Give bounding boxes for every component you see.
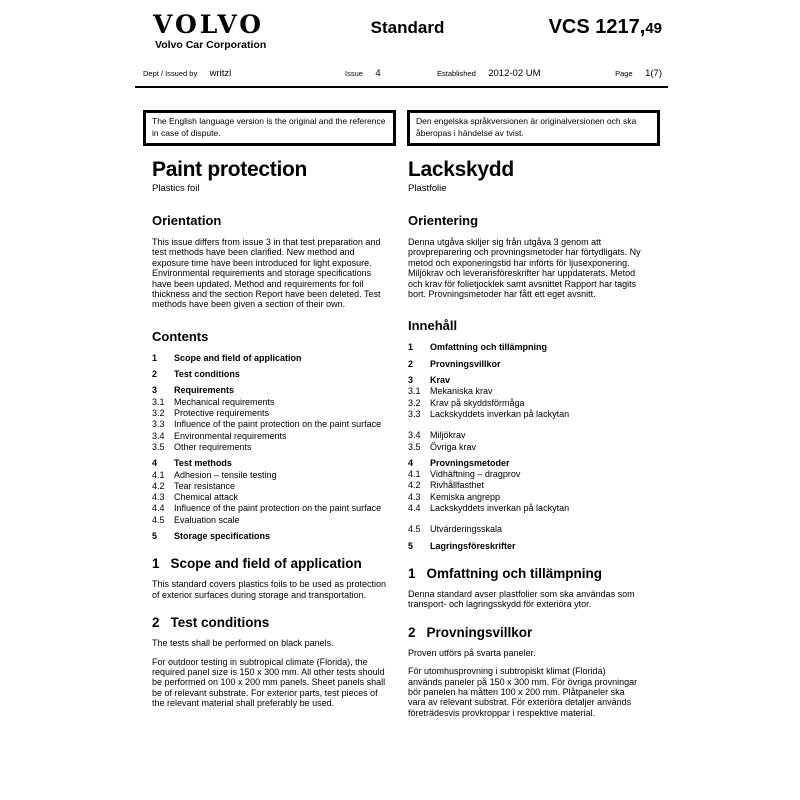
- toc-item: [152, 419, 386, 429]
- toc-item-label: Lackskyddets inverkan på lackytan: [430, 503, 570, 513]
- section-number: 1: [408, 565, 416, 581]
- toc-item-label: Test conditions: [174, 369, 240, 380]
- toc-item-label: Provningsmetoder: [430, 457, 510, 468]
- toc-item-number: 4.5: [408, 524, 421, 535]
- toc-item-label: Övriga krav: [430, 441, 477, 452]
- toc-item-number: 3.5: [152, 441, 165, 452]
- document-number-suffix: 49: [645, 20, 662, 37]
- toc-item-label: Rivhållfasthet: [430, 480, 485, 491]
- toc-item: [152, 397, 386, 407]
- toc-item-label: Requirements: [174, 385, 235, 396]
- toc-item-label: Kemiska angrepp: [430, 491, 501, 502]
- document-page: [135, 0, 668, 726]
- established-label: Established: [437, 69, 476, 78]
- meta-established: [437, 63, 615, 81]
- toc-item-number: 4: [408, 457, 414, 468]
- toc-item: [408, 375, 642, 385]
- toc-item: [408, 524, 642, 534]
- toc-item-label: Lackskyddets inverkan på lackytan: [430, 408, 570, 419]
- toc-item-label: Adhesion – tensile testing: [174, 469, 277, 480]
- section-number: 1: [152, 556, 160, 572]
- toc-item-number: 3.1: [408, 386, 421, 397]
- toc-item-number: 3.4: [152, 430, 165, 441]
- toc-item: [408, 469, 642, 479]
- section-title: Test conditions: [170, 615, 270, 631]
- section-number: 2: [152, 615, 160, 631]
- meta-dept: [143, 63, 345, 81]
- subtitle-en: Plastics foil: [152, 183, 200, 194]
- toc-item-label: Protective requirements: [174, 408, 270, 419]
- toc-item-number: 4.2: [152, 480, 165, 491]
- section-1-heading-en: [152, 556, 386, 571]
- toc-item-label: Environmental requirements: [174, 430, 287, 441]
- section-title: Provningsvillkor: [426, 624, 533, 640]
- dept-label: Dept / Issued by: [143, 69, 198, 78]
- orientation-paragraph-en: This issue differs from issue 3 in that test preparation and test methods have been clarified. New method and exposure time have been introduced for light exposure. Environmental requirements and storage specifications have been updated. Method and requirements for foil thickness and the section Report have been deleted. Test methods have been given a section of their own.: [152, 237, 381, 310]
- issue-label: Issue: [345, 69, 363, 78]
- section-2-heading-sv: [408, 625, 642, 640]
- section-2-paragraph-1-sv: Proven utförs på svarta paneler.: [408, 647, 536, 658]
- toc-item-label: Influence of the paint protection on the paint surface: [174, 419, 382, 430]
- toc-item-number: 3: [152, 385, 158, 396]
- toc-item-number: 4.1: [408, 469, 421, 480]
- toc-item-label: Vidhäftning – dragprov: [430, 469, 521, 480]
- section-2-paragraph-1-en: The tests shall be performed on black panels.: [152, 638, 334, 649]
- section-2-paragraph-2-sv: För utomhusprovning i subtropiskt klimat (Florida) används paneler på 150 x 300 mm. För övriga provningar bör panelen ha måtten 100 x 200 mm. Plåtpaneler ska vara av relevant substrat. För exteriöra detaljer används företrädesvis provkroppar i respektive material.: [408, 666, 638, 718]
- toc-item-number: 4.2: [408, 480, 421, 491]
- document-header: [135, 0, 668, 88]
- toc-item-number: 3.2: [152, 408, 165, 419]
- toc-item-number: 3.1: [152, 396, 165, 407]
- toc-item: [152, 515, 386, 525]
- toc-item-number: 4: [152, 458, 158, 469]
- toc-item: [408, 398, 642, 408]
- toc-item-label: Mekaniska krav: [430, 386, 493, 397]
- toc-item: [408, 342, 642, 352]
- toc-item: [152, 353, 386, 363]
- toc-item-label: Tear resistance: [174, 480, 236, 491]
- notice-swedish: Den engelska språkversionen är originalversionen och ska åberopas i händelse av tvist.: [407, 110, 660, 146]
- section-title: Scope and field of application: [170, 556, 362, 572]
- section-2-paragraph-2-en: For outdoor testing in subtropical climate (Florida), the required panel size is 150 x 300 mm. All other tests should be performed on 100 x 200 mm panels. Sheet panels shall be of relevant substrate. For exterior parts, test pieces of the relevant material shall preferably be used.: [152, 656, 386, 709]
- toc-item-number: 3.3: [408, 408, 421, 419]
- toc-item-label: Krav på skyddsförmåga: [430, 397, 525, 408]
- toc-item: [408, 480, 642, 490]
- header-meta-row: [135, 63, 668, 86]
- section-number: 2: [408, 624, 416, 640]
- toc-item: [152, 458, 386, 468]
- toc-item: [408, 541, 642, 551]
- toc-item-label: Lagringsföreskrifter: [430, 540, 516, 551]
- toc-item: [408, 409, 642, 419]
- meta-issue: [345, 63, 437, 81]
- toc-item: [152, 481, 386, 491]
- toc-item-label: Chemical attack: [174, 492, 239, 503]
- orientation-heading-en: Orientation: [152, 213, 222, 228]
- brand-block: [153, 12, 371, 51]
- section-1-heading-sv: [408, 566, 642, 581]
- section-1-paragraph-en: This standard covers plastics foils to be used as protection of exterior surfaces during storage and transportation.: [152, 579, 386, 600]
- toc-item-number: 5: [408, 540, 414, 551]
- toc-item-number: 1: [408, 342, 414, 353]
- toc-item-label: Omfattning och tillämpning: [430, 342, 547, 353]
- language-notices: [143, 110, 660, 146]
- toc-item-label: Other requirements: [174, 441, 252, 452]
- company-name: Volvo Car Corporation: [155, 39, 267, 51]
- toc-item-number: 3: [408, 375, 414, 386]
- header-top-row: [135, 12, 668, 51]
- document-number: [444, 12, 662, 39]
- toc-item-label: Utvärderingsskala: [430, 524, 503, 535]
- toc-item: [408, 386, 642, 396]
- toc-item: [408, 492, 642, 502]
- toc-item-number: 3.4: [408, 430, 421, 441]
- toc-item-label: Provningsvillkor: [430, 358, 501, 369]
- toc-swedish: [408, 342, 642, 550]
- orientation-paragraph-sv: Denna utgåva skiljer sig från utgåva 3 genom att provpreparering och provningsmetoder har förtydligats. Ny metod och exponeringstid har införts för ljusexponering. Miljökrav och leveransföreskrifter har uppdaterats. Metod och krav för folietjocklek samt avsnittet Rapport har tagits bort. Provningsmetoder har fått ett eget avsnitt.: [408, 237, 641, 300]
- toc-item: [152, 470, 386, 480]
- toc-item: [408, 458, 642, 468]
- toc-item: [408, 430, 642, 440]
- column-english: [152, 158, 386, 726]
- toc-item-label: Krav: [430, 375, 451, 386]
- toc-item: [408, 503, 642, 513]
- toc-item-label: Influence of the paint protection on the paint surface: [174, 503, 382, 514]
- toc-item: [152, 531, 386, 541]
- toc-item-label: Miljökrav: [430, 430, 466, 441]
- toc-item-number: 3.5: [408, 441, 421, 452]
- toc-item-number: 4.3: [408, 491, 421, 502]
- content-columns: [135, 158, 668, 726]
- toc-item-label: Evaluation scale: [174, 514, 240, 525]
- page-label: Page: [615, 69, 633, 78]
- toc-english: [152, 353, 386, 541]
- toc-item: [408, 359, 642, 369]
- meta-page: [615, 63, 662, 81]
- toc-spacer: [408, 514, 642, 523]
- toc-item: [152, 369, 386, 379]
- toc-item-number: 2: [152, 369, 158, 380]
- toc-item: [152, 492, 386, 502]
- toc-item-label: Test methods: [174, 458, 232, 469]
- column-swedish: [408, 158, 642, 726]
- document-number-main: VCS 1217,: [548, 16, 646, 38]
- title-sv: Lackskydd: [408, 158, 514, 181]
- document-type-label: Standard: [370, 18, 445, 37]
- toc-item: [152, 385, 386, 395]
- toc-item-number: 2: [408, 358, 414, 369]
- section-1-paragraph-sv: Denna standard avser plastfolier som ska användas som transport- och lagringsskydd för exteriöra ytor.: [408, 588, 635, 610]
- contents-heading-en: Contents: [152, 328, 209, 344]
- orientation-heading-sv: Orientering: [408, 213, 479, 228]
- toc-item-number: 3.2: [408, 397, 421, 408]
- toc-item-number: 4.1: [152, 469, 165, 480]
- toc-item-label: Scope and field of application: [174, 352, 302, 363]
- toc-item-number: 4.4: [152, 503, 165, 514]
- toc-item-label: Mechanical requirements: [174, 396, 275, 407]
- toc-item-number: 4.3: [152, 492, 165, 503]
- section-title: Omfattning och tillämpning: [426, 565, 603, 581]
- page-value: 1(7): [645, 68, 662, 79]
- contents-heading-sv: Innehåll: [408, 318, 458, 334]
- toc-item-number: 1: [152, 352, 158, 363]
- section-2-heading-en: [152, 615, 386, 630]
- title-en: Paint protection: [152, 158, 308, 181]
- subtitle-sv: Plastfolie: [408, 183, 447, 194]
- established-value: 2012-02 UM: [488, 68, 541, 79]
- toc-item-number: 5: [152, 531, 158, 541]
- dept-value: writzl: [209, 68, 232, 79]
- toc-item: [152, 408, 386, 418]
- toc-item-number: 4.5: [152, 514, 165, 525]
- toc-spacer: [408, 420, 642, 429]
- toc-item: [152, 442, 386, 452]
- toc-item: [152, 431, 386, 441]
- toc-item: [152, 503, 386, 513]
- volvo-logo: VOLVO: [153, 10, 265, 39]
- toc-item-number: 3.3: [152, 419, 165, 430]
- issue-value: 4: [375, 68, 381, 79]
- toc-item-label: Storage specifications: [174, 531, 271, 541]
- toc-item: [408, 442, 642, 452]
- notice-english: The English language version is the original and the reference in case of dispute.: [143, 110, 396, 146]
- toc-item-number: 4.4: [408, 503, 421, 513]
